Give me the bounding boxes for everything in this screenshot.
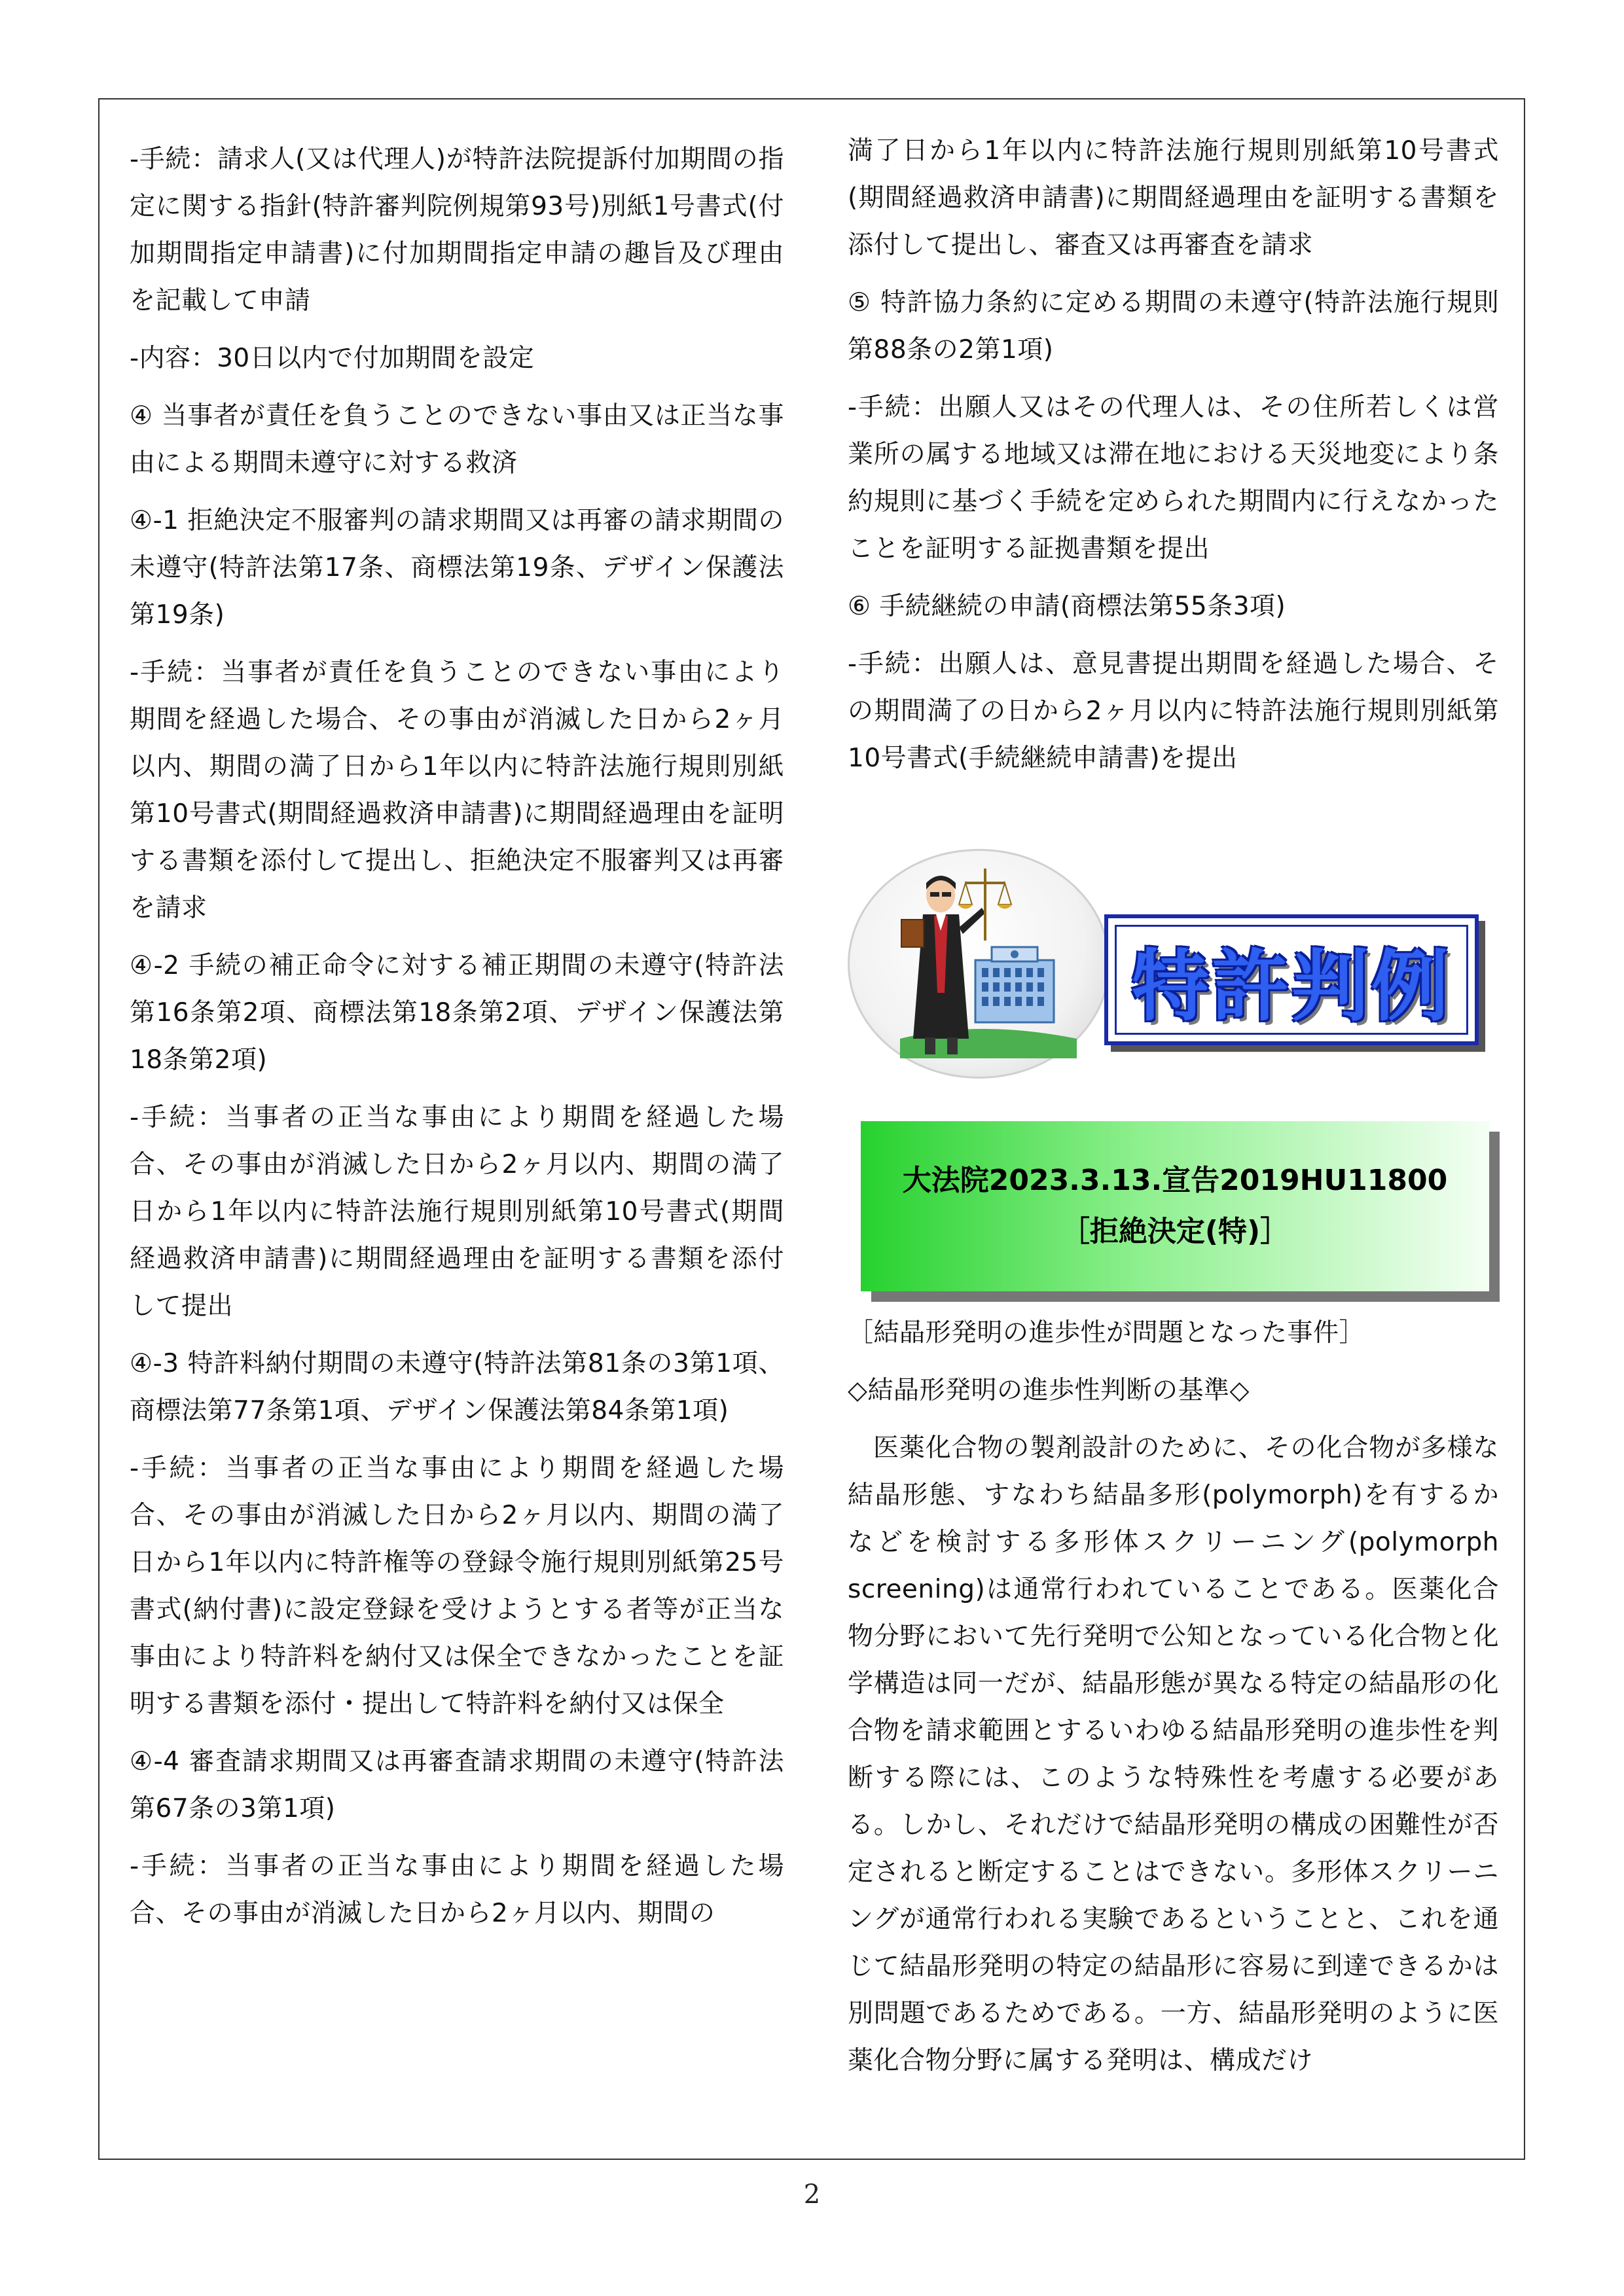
judge-illustration [861,842,1096,1078]
paragraph: -手続：当事者が責任を負うことのできない事由により期間を経過した場合、その事由が消滅した日から2ヶ月以内、期間の満了日から1年以内に特許法施行規則別紙第10号書式(期間経過救済申請書)に期間経過理由を証明する書類を添付して提出し、拒絶決定不服審判又は再審を請求 [130,658,784,923]
section-heading: ④-3 特許料納付期間の未遵守(特許法第81条の3第1項、商標法第77条第1項、デザイン保護法第84条第1項) [130,1349,784,1426]
case-number: 大法院2023.3.13.宣告2019HU11800 [902,1164,1448,1197]
section-heading: ◇結晶形発明の進歩性判断の基準◇ [848,1376,1250,1405]
paragraph: -手続：出願人は、意見書提出期間を経過した場合、その期間満了の日から2ヶ月以内に特許法施行規則別紙第10号書式(手続継続申請書)を提出 [848,649,1499,773]
paragraph: -内容：30日以内で付加期間を設定 [130,344,535,373]
section-heading: ④-1 拒絶決定不服審判の請求期間又は再審の請求期間の未遵守(特許法第17条、商標法第19条、デザイン保護法第19条) [130,506,784,630]
section-heading: ④-2 手続の補正命令に対する補正期間の未遵守(特許法第16条第2項、商標法第18条第2項、デザイン保護法第18条第2項) [130,951,784,1075]
patent-case-banner [848,842,1499,1109]
left-column [130,136,784,1948]
body-paragraph: 医薬化合物の製剤設計のために、その化合物が多様な結晶形態、すなわち結晶多形(polymorph)を有するかなどを検討する多形体スクリーニング(polymorph screening)は通常行われていることである。医薬化合物分野において先行発明で公知となっている化合物と化学構造は同一だが、結晶形態が異なる特定の結晶形の化合物を請求範囲とするいわゆる結晶形発明の進歩性を判断する際には、このような特殊性を考慮する必要がある。しかし、それだけで結晶形発明の構成の困難性が否定されると断定することはできない。多形体スクリーニングが通常行われる実験であるということと、これを通じて結晶形発明の特定の結晶形に容易に到達できるかは別問題であるためである。一方、結晶形発明のように医薬化合物分野に属する発明は、構成だけ [848,1433,1499,2075]
banner-title: 特許判例 [1131,941,1451,1031]
paragraph: -手続：当事者の正当な事由により期間を経過した場合、その事由が消滅した日から2ヶ月以内、期間の満了日から1年以内に特許権等の登録令施行規則別紙第25号書式(納付書)に設定登録を受けようとする者等が正当な事由により特許料を納付又は保全できなかったことを証明する書類を添付・提出して特許料を納付又は保全 [130,1454,784,1719]
section-heading: ④ 当事者が責任を負うことのできない事由又は正当な事由による期間未遵守に対する救済 [130,401,784,478]
case-citation-box [861,1121,1489,1291]
paragraph: -手続：出願人又はその代理人は、その住所若しくは営業所の属する地域又は滞在地における天災地変により条約規則に基づく手続を定められた期間内に行えなかったことを証明する証拠書類を提出 [848,393,1499,564]
paragraph: -手続：当事者の正当な事由により期間を経過した場合、その事由が消滅した日から2ヶ月以内、期間の満了日から1年以内に特許法施行規則別紙第10号書式(期間経過救済申請書)に期間経過理由を証明する書類を添付して提出 [130,1103,784,1321]
case-subject: ［結晶形発明の進歩性が問題となった事件］ [848,1318,1365,1348]
section-heading: ⑥ 手続継続の申請(商標法第55条3項) [848,592,1286,621]
page-number: 2 [803,2179,821,2210]
title-box [1104,914,1479,1045]
section-heading: ⑤ 特許協力条約に定める期間の未遵守(特許法施行規則第88条の2第1項) [848,288,1499,365]
title-inner-border [1115,925,1468,1035]
case-type: ［拒絶決定(特)］ [1060,1215,1290,1248]
paragraph: -手続：請求人(又は代理人)が特許法院提訴付加期間の指定に関する指針(特許審判院例規第93号)別紙1号書式(付加期間指定申請書)に付加期間指定申請の趣旨及び理由を記載して申請 [130,145,784,315]
right-column [848,128,1499,2095]
paragraph: 満了日から1年以内に特許法施行規則別紙第10号書式(期間経過救済申請書)に期間経過理由を証明する書類を添付して提出し、審査又は再審査を請求 [848,136,1499,260]
paragraph: -手続：当事者の正当な事由により期間を経過した場合、その事由が消滅した日から2ヶ月以内、期間の [130,1852,784,1928]
section-heading: ④-4 審査請求期間又は再審査請求期間の未遵守(特許法第67条の3第1項) [130,1747,784,1823]
